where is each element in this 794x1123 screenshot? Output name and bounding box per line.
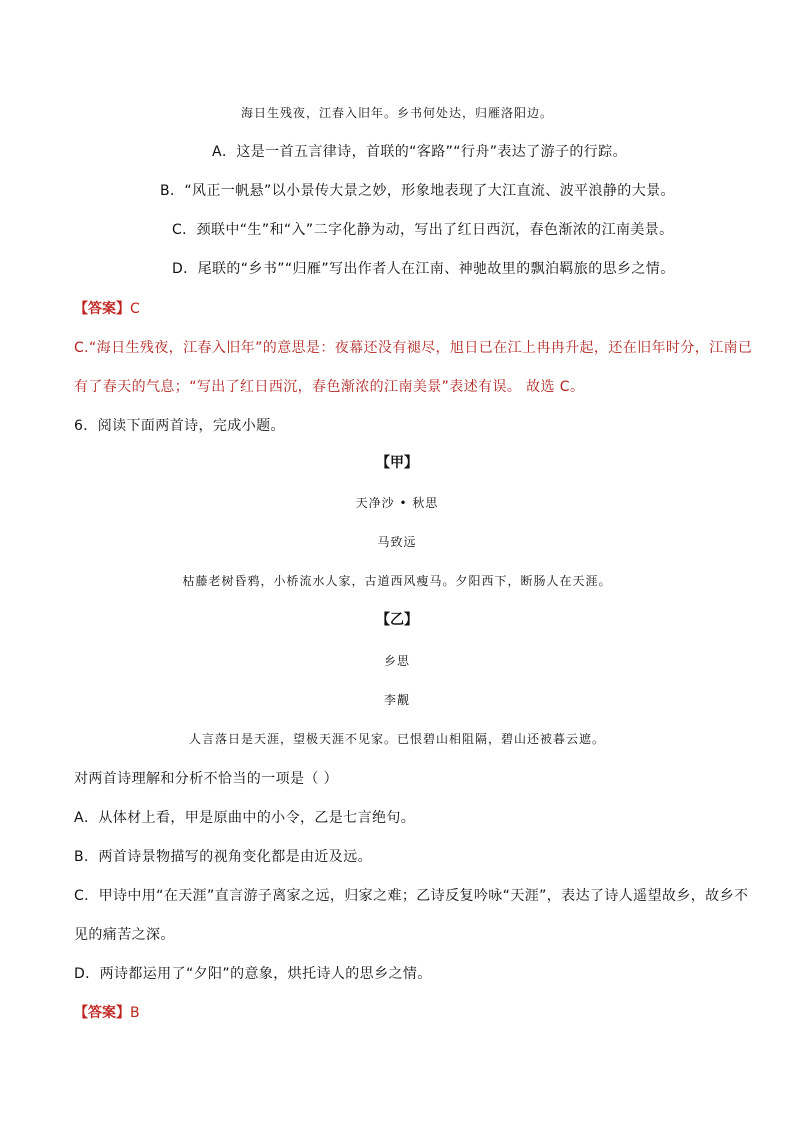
poem-b-author: 李觏 xyxy=(383,693,410,707)
option-d: D．尾联的“乡书”“归雁”写出作者人在江南、神驰故里的飘泊羁旅的思乡之情。 xyxy=(172,261,675,277)
option-a: A．这是一首五言律诗，首联的“客路”“行舟”表达了游子的行踪。 xyxy=(212,144,627,160)
answer-line xyxy=(74,1006,140,1020)
explanation-line: C.“海日生残夜，江春入旧年”的意思是：夜幕还没有褪尽，旭日已在江上冉冉升起，还在旧年时分，江南已 xyxy=(74,340,753,356)
option-a: A．从体材上看，甲是原曲中的小令，乙是七言绝句。 xyxy=(74,810,416,826)
poem-a-title: 天净沙 • 秋思 xyxy=(355,496,439,510)
question-prompt: 对两首诗理解和分析不恰当的一项是（ ） xyxy=(74,771,339,787)
answer-value: C xyxy=(130,301,140,317)
poem-b-title: 乡思 xyxy=(383,654,410,668)
option-c: C．甲诗中用“在天涯”直言游子离家之远，归家之难；乙诗反复吟咏“天涯”，表达了诗人遥望故乡，故乡不 xyxy=(74,888,749,904)
explanation-line: 有了春天的气息；“写出了红日西沉，春色渐浓的江南美景”表述有误。 故选 C。 xyxy=(74,379,585,395)
answer-value: B xyxy=(130,1005,140,1021)
poem-a-text: 枯藤老树昏鸦，小桥流水人家，古道西风瘦马。夕阳西下，断肠人在天涯。 xyxy=(182,574,612,588)
option-b: B．两首诗景物描写的视角变化都是由近及远。 xyxy=(74,849,373,865)
answer-line xyxy=(74,302,140,316)
poem-b-text: 人言落日是天涯，望极天涯不见家。已恨碧山相阻隔，碧山还被暮云遮。 xyxy=(188,732,605,746)
poem-a-author: 马致远 xyxy=(377,535,417,549)
option-c: C．颈联中“生”和“入”二字化静为动，写出了红日西沉，春色渐浓的江南美景。 xyxy=(172,222,674,238)
question-stem: 6．阅读下面两首诗，完成小题。 xyxy=(74,418,285,434)
option-b: B．“风正一帆悬”以小景传大景之妙，形象地表现了大江直流、波平浪静的大景。 xyxy=(160,183,675,199)
poem-a-marker: 【甲】 xyxy=(376,455,418,471)
poem-line: 海日生残夜，江春入旧年。乡书何处达，归雁洛阳边。 xyxy=(240,106,553,120)
answer-tag: 【答案】 xyxy=(74,1005,130,1021)
answer-tag: 【答案】 xyxy=(74,301,130,317)
poem-b-marker: 【乙】 xyxy=(376,612,418,628)
option-d: D．两诗都运用了“夕阳”的意象，烘托诗人的思乡之情。 xyxy=(74,966,432,982)
option-c-continued: 见的痛苦之深。 xyxy=(74,927,175,943)
